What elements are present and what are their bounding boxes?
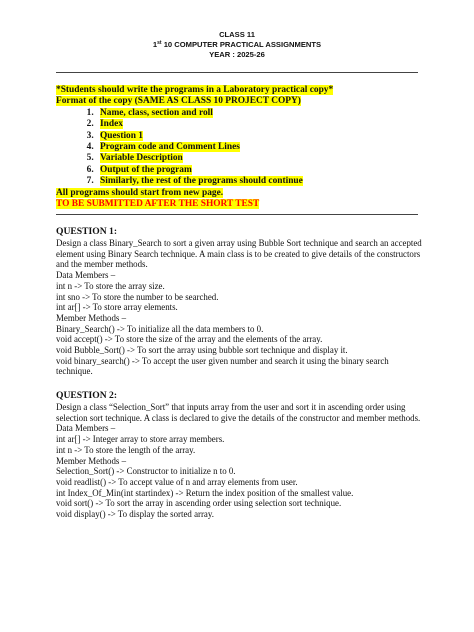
- format-list-item: 5. Variable Description: [96, 153, 418, 164]
- question-line: Selection_Sort() -> Constructor to initialize n to 0.: [56, 466, 236, 477]
- header-year: YEAR : 2025-26: [209, 50, 265, 59]
- document-header: [0, 30, 474, 60]
- question-2: [56, 390, 424, 520]
- instructions-intro: *Students should write the programs in a Laboratory practical copy*: [56, 85, 334, 95]
- question-line: Data Members –: [56, 423, 116, 434]
- question-title: QUESTION 2:: [56, 390, 118, 401]
- question-line: void binary_search() -> To accept the user given number and search it using the binary search technique.: [56, 355, 389, 377]
- question-line: int sno -> To store the number to be searched.: [56, 291, 219, 302]
- instructions-format: Format of the copy (SAME AS CLASS 10 PROJECT COPY): [56, 96, 301, 107]
- question-description: Design a class Binary_Search to sort a given array using Bubble Sort technique and search an accepted element using Binary Search technique. A main class is to be created to give details of the constructors and the member methods.: [56, 238, 422, 270]
- question-title: QUESTION 1:: [56, 226, 118, 237]
- header-title-superscript: st: [157, 40, 162, 46]
- question-line: Binary_Search() -> To initialize all the data members to 0.: [56, 323, 264, 334]
- instructions-new-page: All programs should start from new page.: [56, 187, 224, 198]
- header-title-text: 10 COMPUTER PRACTICAL ASSIGNMENTS: [161, 40, 322, 49]
- question-description: Design a class “Selection_Sort” that inputs array from the user and sort it in ascending order using selection sort technique. A class is declared to give the details of the constructor and member methods.: [56, 402, 421, 423]
- format-list-item: 2. Index: [96, 119, 418, 130]
- question-line: void display() -> To display the sorted array.: [56, 509, 214, 520]
- format-list: [56, 108, 418, 188]
- question-1: [56, 226, 424, 377]
- format-list-item: 1. Name, class, section and roll: [96, 108, 418, 119]
- question-line: int n -> To store the length of the array.: [56, 444, 196, 455]
- instructions-block: [56, 85, 418, 210]
- submission-notice: TO BE SUBMITTED AFTER THE SHORT TEST: [56, 199, 260, 210]
- question-line: void readlist() -> To accept value of n and array elements from user.: [56, 476, 298, 487]
- divider-middle: [56, 214, 418, 215]
- format-list-item: 6. Output of the program: [96, 165, 418, 176]
- question-line: void sort() -> To sort the array in ascending order using selection sort technique.: [56, 498, 342, 509]
- question-line: int ar[] -> Integer array to store array members.: [56, 434, 225, 445]
- question-line: Member Methods –: [56, 312, 127, 323]
- question-line: Member Methods –: [56, 455, 127, 466]
- question-line: int ar[] -> To store array elements.: [56, 302, 178, 313]
- format-list-item: 7. Similarly, the rest of the programs should continue: [96, 176, 418, 187]
- format-list-item: 4. Program code and Comment Lines: [96, 142, 418, 153]
- header-title: [0, 40, 474, 50]
- divider-top: [56, 72, 418, 73]
- header-title-number: 1: [152, 40, 158, 49]
- question-line: int Index_Of_Min(int startindex) -> Return the index position of the smallest value.: [56, 487, 354, 498]
- question-line: int n -> To store the array size.: [56, 280, 165, 291]
- format-list-item: 3. Question 1: [96, 131, 418, 142]
- question-line: Data Members –: [56, 270, 116, 281]
- header-class: CLASS 11: [219, 30, 255, 39]
- question-line: void Bubble_Sort() -> To sort the array using bubble sort technique and display it.: [56, 345, 348, 356]
- question-line: void accept() -> To store the size of the array and the elements of the array.: [56, 334, 323, 345]
